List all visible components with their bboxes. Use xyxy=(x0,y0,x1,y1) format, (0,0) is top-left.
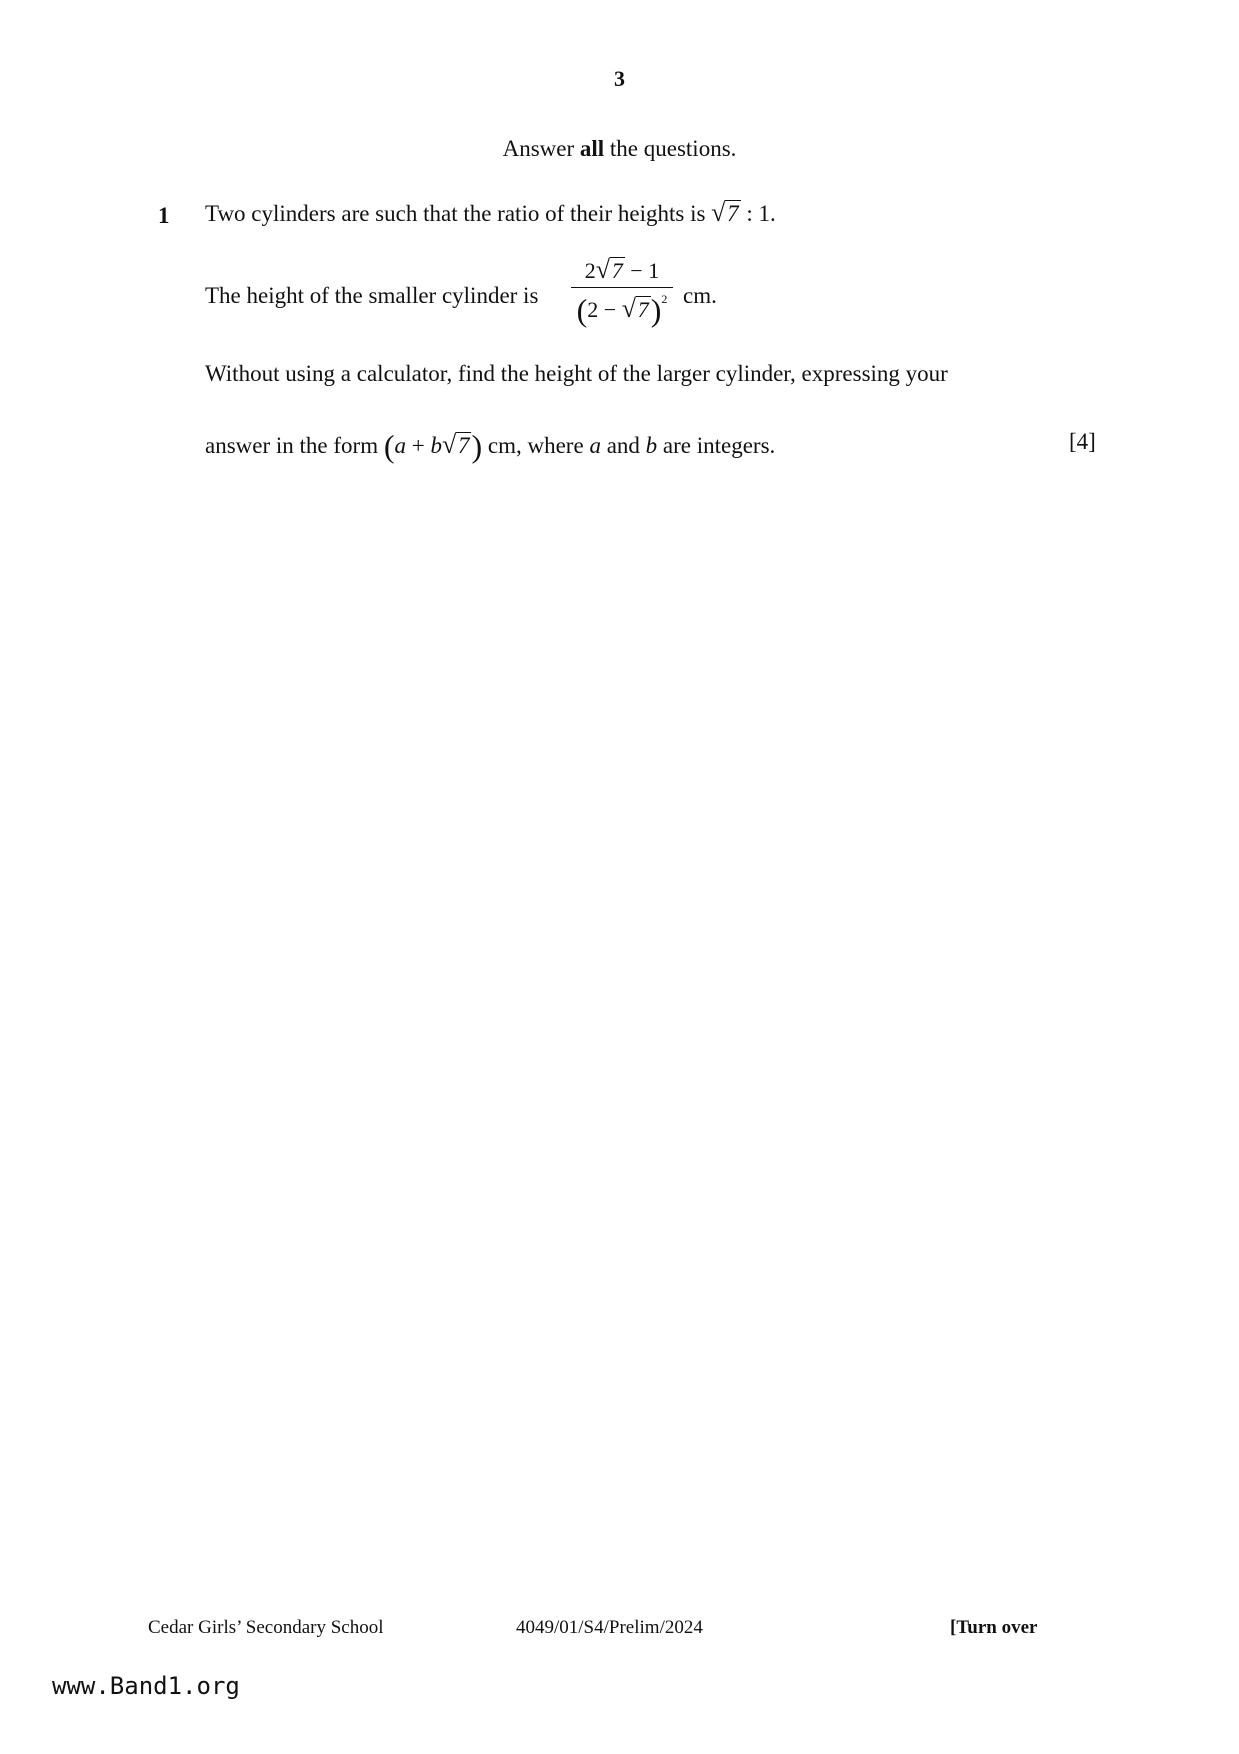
radical-icon: √ xyxy=(621,294,636,323)
question-line-1 xyxy=(205,198,776,227)
unit-cm: cm. xyxy=(683,283,717,308)
footer-turn-over: [Turn over xyxy=(950,1617,1038,1638)
form-a: a xyxy=(394,433,406,458)
question-line-2: The height of the smaller cylinder is xyxy=(205,283,539,308)
question-line-3: Without using a calculator, find the height of the larger cylinder, expressing your xyxy=(205,361,948,386)
line1-text: Two cylinders are such that the ratio of their heights is xyxy=(205,201,712,226)
fraction-denominator xyxy=(571,288,673,329)
radicand: 7 xyxy=(611,258,623,283)
sqrt-7-ratio xyxy=(711,198,741,227)
line4-mid: cm, where xyxy=(482,433,590,458)
form-b: b xyxy=(430,433,442,458)
left-paren-icon: ( xyxy=(576,292,588,328)
instruction-bold: all xyxy=(579,136,605,161)
fraction-numerator xyxy=(571,255,673,287)
footer-paper-code: 4049/01/S4/Prelim/2024 xyxy=(516,1617,703,1638)
line4-pre: answer in the form xyxy=(205,433,384,458)
right-paren-icon: ) xyxy=(650,292,662,328)
denominator-exponent: 2 xyxy=(661,292,668,306)
answer-form-expression xyxy=(384,428,482,465)
right-paren-icon: ) xyxy=(471,428,483,464)
question-number: 1 xyxy=(158,203,170,228)
watermark: www.Band1.org xyxy=(52,1672,240,1700)
instruction xyxy=(0,136,1239,162)
line4-a: a xyxy=(589,433,601,458)
line1-end: : 1. xyxy=(740,201,776,226)
height-fraction xyxy=(571,255,673,329)
numerator-tail: − 1 xyxy=(624,258,660,283)
form-plus: + xyxy=(406,433,431,458)
instruction-post: the questions. xyxy=(604,136,737,161)
instruction-pre: Answer xyxy=(502,136,580,161)
line4-and: and xyxy=(600,433,646,458)
radical-icon: √ xyxy=(595,255,611,284)
denominator-pre: 2 − xyxy=(587,297,622,322)
line4-b: b xyxy=(645,433,658,458)
sqrt-7-denominator xyxy=(621,294,651,323)
radical-icon: √ xyxy=(441,430,457,459)
radicand: 7 xyxy=(727,201,739,226)
page-number: 3 xyxy=(614,66,625,91)
line4-end: are integers. xyxy=(657,433,776,458)
footer-school: Cedar Girls’ Secondary School xyxy=(148,1617,384,1638)
radical-icon: √ xyxy=(711,198,726,227)
sqrt-7-numerator xyxy=(595,255,625,284)
sqrt-7-form xyxy=(441,430,472,459)
radicand: 7 xyxy=(457,433,470,458)
left-paren-icon: ( xyxy=(383,428,395,464)
radicand: 7 xyxy=(637,297,649,322)
marks-allocation: [4] xyxy=(1069,429,1096,454)
question-line-4 xyxy=(205,428,775,465)
numerator-coef: 2 xyxy=(584,258,596,283)
